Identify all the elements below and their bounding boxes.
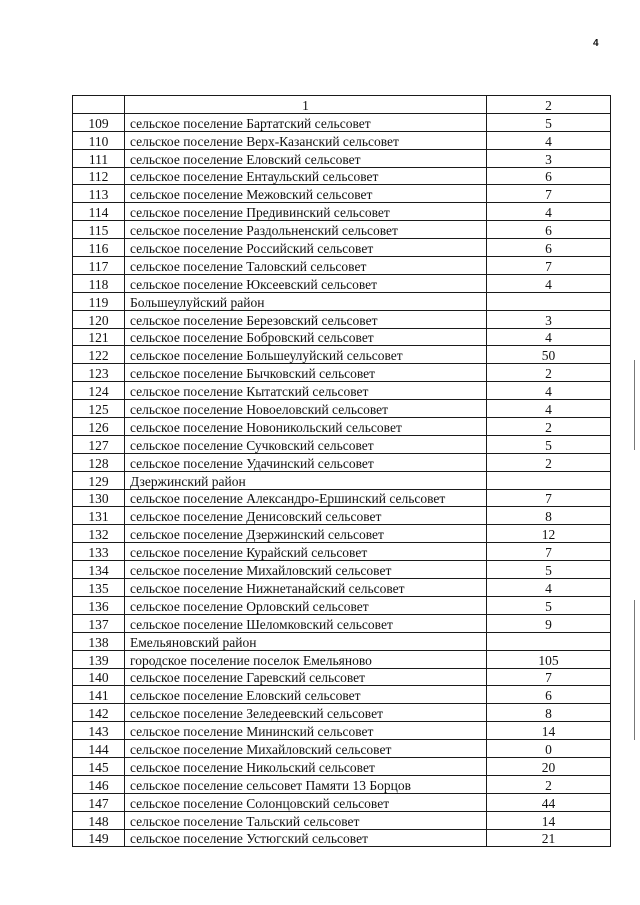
table-row — [73, 149, 611, 167]
row-number-cell: 129 — [73, 471, 125, 489]
value-cell: 105 — [487, 650, 611, 668]
table-row — [73, 775, 611, 793]
value-cell: 8 — [487, 507, 611, 525]
value-cell: 4 — [487, 203, 611, 221]
value-cell: 3 — [487, 310, 611, 328]
table-row — [73, 596, 611, 614]
table-row — [73, 257, 611, 275]
scan-edge-mark — [634, 360, 635, 450]
row-number-cell: 115 — [73, 221, 125, 239]
row-number-cell: 123 — [73, 364, 125, 382]
table-row — [73, 239, 611, 257]
row-number-cell: 146 — [73, 775, 125, 793]
value-cell: 5 — [487, 113, 611, 131]
table-row — [73, 310, 611, 328]
value-cell: 7 — [487, 185, 611, 203]
settlement-name-cell: сельское поселение Большеулуйский сельсовет — [125, 346, 487, 364]
value-cell — [487, 471, 611, 489]
scan-edge-mark — [634, 600, 635, 740]
value-cell: 2 — [487, 453, 611, 471]
settlement-name-cell: сельское поселение Еловский сельсовет — [125, 686, 487, 704]
value-cell: 7 — [487, 489, 611, 507]
settlement-name-cell: сельское поселение Предивинский сельсовет — [125, 203, 487, 221]
row-number-cell: 121 — [73, 328, 125, 346]
row-number-cell: 119 — [73, 292, 125, 310]
settlement-name-cell: сельское поселение Удачинский сельсовет — [125, 453, 487, 471]
value-cell: 7 — [487, 543, 611, 561]
settlement-name-cell: сельское поселение Михайловский сельсовет — [125, 561, 487, 579]
row-number-cell: 109 — [73, 113, 125, 131]
value-cell: 4 — [487, 382, 611, 400]
table-row — [73, 614, 611, 632]
settlement-name-cell: сельское поселение Дзержинский сельсовет — [125, 525, 487, 543]
settlement-name-cell: сельское поселение Мининский сельсовет — [125, 722, 487, 740]
settlement-name-cell: сельское поселение Солонцовский сельсовет — [125, 793, 487, 811]
row-number-cell: 139 — [73, 650, 125, 668]
row-number-cell: 117 — [73, 257, 125, 275]
row-number-cell: 141 — [73, 686, 125, 704]
settlement-name-cell: сельское поселение Сучковский сельсовет — [125, 435, 487, 453]
table-row — [73, 274, 611, 292]
row-number-cell: 116 — [73, 239, 125, 257]
table-row — [73, 400, 611, 418]
row-number-cell: 145 — [73, 757, 125, 775]
row-number-cell: 149 — [73, 829, 125, 847]
value-cell: 6 — [487, 686, 611, 704]
table-row — [73, 328, 611, 346]
settlement-name-cell: сельское поселение Орловский сельсовет — [125, 596, 487, 614]
header-cell-empty — [73, 96, 125, 114]
settlement-name-cell: сельское поселение Зеледеевский сельсовет — [125, 704, 487, 722]
settlement-name-cell: сельское поселение Бычковский сельсовет — [125, 364, 487, 382]
settlement-name-cell: Емельяновский район — [125, 632, 487, 650]
row-number-cell: 122 — [73, 346, 125, 364]
row-number-cell: 135 — [73, 579, 125, 597]
value-cell: 4 — [487, 400, 611, 418]
value-cell: 8 — [487, 704, 611, 722]
row-number-cell: 142 — [73, 704, 125, 722]
table-row — [73, 757, 611, 775]
table-row — [73, 650, 611, 668]
table-row — [73, 704, 611, 722]
row-number-cell: 118 — [73, 274, 125, 292]
value-cell: 2 — [487, 418, 611, 436]
row-number-cell: 148 — [73, 811, 125, 829]
value-cell: 44 — [487, 793, 611, 811]
table-row — [73, 793, 611, 811]
settlement-name-cell: сельское поселение Новоеловский сельсовет — [125, 400, 487, 418]
table-row — [73, 507, 611, 525]
settlement-name-cell: сельское поселение Новоникольский сельсовет — [125, 418, 487, 436]
table-row — [73, 131, 611, 149]
table-row — [73, 435, 611, 453]
value-cell: 2 — [487, 775, 611, 793]
settlement-name-cell: сельское поселение Бобровский сельсовет — [125, 328, 487, 346]
row-number-cell: 136 — [73, 596, 125, 614]
settlement-name-cell: сельское поселение Березовский сельсовет — [125, 310, 487, 328]
row-number-cell: 134 — [73, 561, 125, 579]
value-cell: 5 — [487, 561, 611, 579]
settlement-name-cell: сельское поселение Бартатский сельсовет — [125, 113, 487, 131]
table-row — [73, 686, 611, 704]
settlement-name-cell: сельское поселение Шеломковский сельсовет — [125, 614, 487, 632]
row-number-cell: 111 — [73, 149, 125, 167]
settlement-name-cell: сельское поселение Михайловский сельсовет — [125, 740, 487, 758]
value-cell: 4 — [487, 131, 611, 149]
table-row — [73, 525, 611, 543]
row-number-cell: 132 — [73, 525, 125, 543]
table-row — [73, 221, 611, 239]
table-row — [73, 740, 611, 758]
row-number-cell: 140 — [73, 668, 125, 686]
row-number-cell: 147 — [73, 793, 125, 811]
header-cell-column-2: 2 — [487, 96, 611, 114]
settlement-name-cell: сельское поселение Еловский сельсовет — [125, 149, 487, 167]
table-row — [73, 722, 611, 740]
value-cell — [487, 632, 611, 650]
value-cell: 7 — [487, 257, 611, 275]
table-row — [73, 668, 611, 686]
row-number-cell: 113 — [73, 185, 125, 203]
header-cell-column-1: 1 — [125, 96, 487, 114]
value-cell: 14 — [487, 722, 611, 740]
table-row — [73, 829, 611, 847]
value-cell — [487, 292, 611, 310]
table-row — [73, 489, 611, 507]
table-row — [73, 203, 611, 221]
value-cell: 21 — [487, 829, 611, 847]
table-row — [73, 364, 611, 382]
page-number: 4 — [593, 38, 599, 49]
settlement-name-cell: сельское поселение Верх-Казанский сельсовет — [125, 131, 487, 149]
settlement-name-cell: Большеулуйский район — [125, 292, 487, 310]
value-cell: 50 — [487, 346, 611, 364]
settlement-name-cell: сельское поселение Кытатский сельсовет — [125, 382, 487, 400]
table-row — [73, 418, 611, 436]
value-cell: 3 — [487, 149, 611, 167]
table-row — [73, 471, 611, 489]
value-cell: 5 — [487, 435, 611, 453]
settlements-table — [72, 95, 611, 847]
value-cell: 6 — [487, 239, 611, 257]
table-row — [73, 346, 611, 364]
settlement-name-cell: сельское поселение Российский сельсовет — [125, 239, 487, 257]
value-cell: 0 — [487, 740, 611, 758]
settlement-name-cell: сельское поселение Тальский сельсовет — [125, 811, 487, 829]
table-row — [73, 543, 611, 561]
settlement-name-cell: сельское поселение Ентаульский сельсовет — [125, 167, 487, 185]
row-number-cell: 110 — [73, 131, 125, 149]
settlement-name-cell: сельское поселение Денисовский сельсовет — [125, 507, 487, 525]
settlement-name-cell: сельское поселение Юксеевский сельсовет — [125, 274, 487, 292]
row-number-cell: 138 — [73, 632, 125, 650]
table-row — [73, 382, 611, 400]
settlement-name-cell: сельское поселение Таловский сельсовет — [125, 257, 487, 275]
settlement-name-cell: сельское поселение Александро-Ершинский сельсовет — [125, 489, 487, 507]
value-cell: 6 — [487, 221, 611, 239]
value-cell: 7 — [487, 668, 611, 686]
table-row — [73, 811, 611, 829]
settlement-name-cell: сельское поселение Курайский сельсовет — [125, 543, 487, 561]
value-cell: 6 — [487, 167, 611, 185]
row-number-cell: 120 — [73, 310, 125, 328]
table-row — [73, 113, 611, 131]
row-number-cell: 143 — [73, 722, 125, 740]
row-number-cell: 126 — [73, 418, 125, 436]
row-number-cell: 131 — [73, 507, 125, 525]
settlement-name-cell: сельское поселение Раздольненский сельсовет — [125, 221, 487, 239]
value-cell: 5 — [487, 596, 611, 614]
row-number-cell: 133 — [73, 543, 125, 561]
settlement-name-cell: сельское поселение Устюгский сельсовет — [125, 829, 487, 847]
settlement-name-cell: сельское поселение Нижнетанайский сельсовет — [125, 579, 487, 597]
table-header-row — [73, 96, 611, 114]
table-row — [73, 632, 611, 650]
table-row — [73, 167, 611, 185]
settlement-name-cell: сельское поселение Никольский сельсовет — [125, 757, 487, 775]
row-number-cell: 112 — [73, 167, 125, 185]
settlement-name-cell: сельское поселение сельсовет Памяти 13 Борцов — [125, 775, 487, 793]
settlement-name-cell: сельское поселение Гаревский сельсовет — [125, 668, 487, 686]
value-cell: 12 — [487, 525, 611, 543]
table-row — [73, 579, 611, 597]
table-row — [73, 561, 611, 579]
value-cell: 9 — [487, 614, 611, 632]
value-cell: 4 — [487, 274, 611, 292]
value-cell: 4 — [487, 328, 611, 346]
settlement-name-cell: Дзержинский район — [125, 471, 487, 489]
row-number-cell: 124 — [73, 382, 125, 400]
settlement-name-cell: сельское поселение Межовский сельсовет — [125, 185, 487, 203]
row-number-cell: 130 — [73, 489, 125, 507]
value-cell: 20 — [487, 757, 611, 775]
row-number-cell: 144 — [73, 740, 125, 758]
table-row — [73, 453, 611, 471]
value-cell: 14 — [487, 811, 611, 829]
row-number-cell: 125 — [73, 400, 125, 418]
table-row — [73, 185, 611, 203]
row-number-cell: 127 — [73, 435, 125, 453]
value-cell: 2 — [487, 364, 611, 382]
value-cell: 4 — [487, 579, 611, 597]
settlement-name-cell: городское поселение поселок Емельяново — [125, 650, 487, 668]
table-row — [73, 292, 611, 310]
row-number-cell: 114 — [73, 203, 125, 221]
row-number-cell: 137 — [73, 614, 125, 632]
row-number-cell: 128 — [73, 453, 125, 471]
